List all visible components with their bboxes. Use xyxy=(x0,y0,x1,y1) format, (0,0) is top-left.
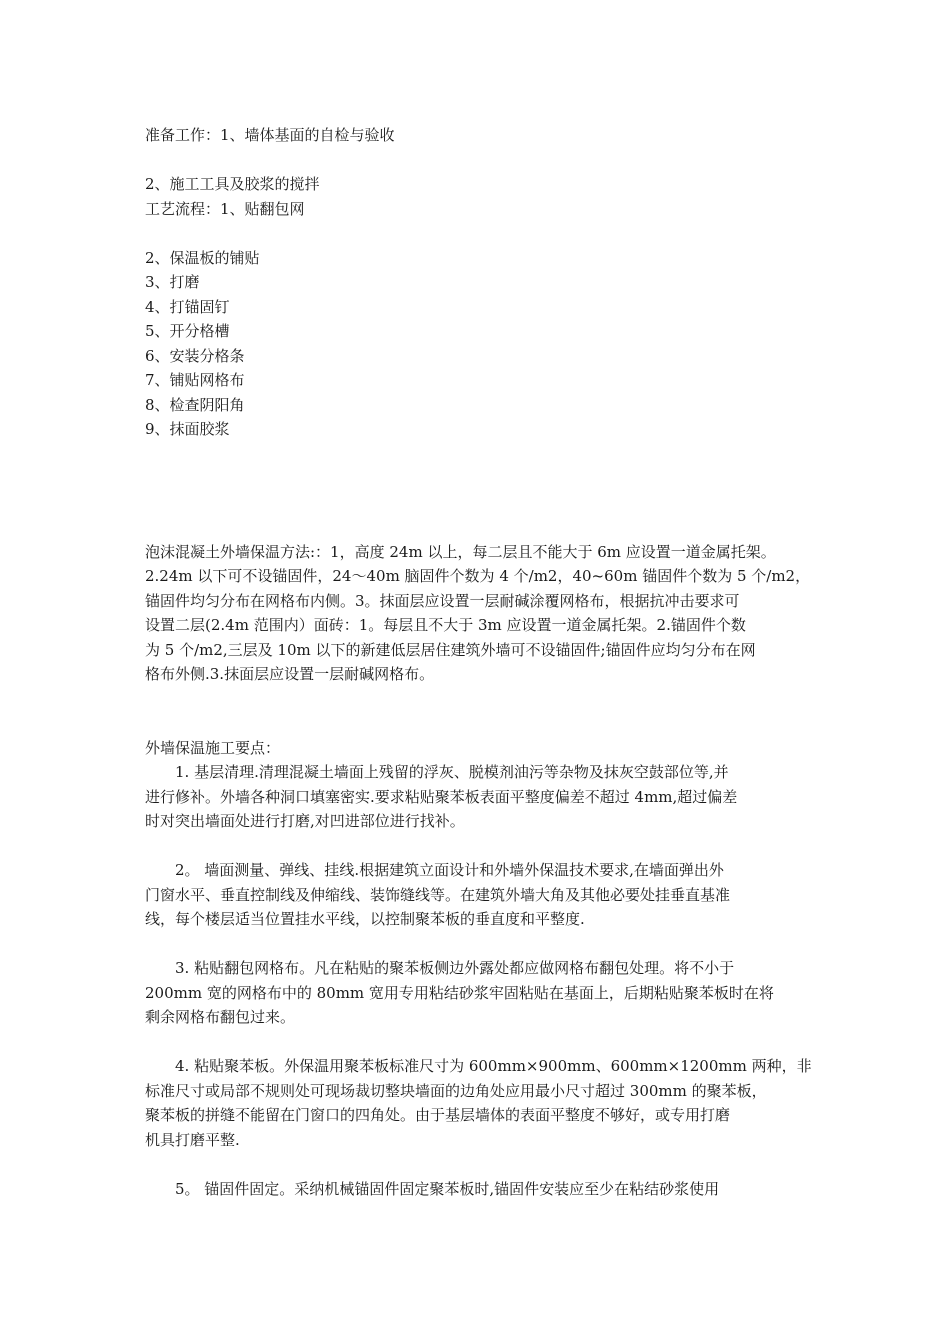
point-item xyxy=(145,956,810,1030)
paragraph-line: 为 5 个/m2,三层及 10m 以下的新建低层居住建筑外墙可不设锚固件;锚固件应均匀分布在网 xyxy=(145,640,756,659)
process-step: 3、打磨 xyxy=(145,273,200,291)
process-step: 8、检查阴阳角 xyxy=(145,395,245,414)
paragraph-line: 机具打磨平整. xyxy=(145,1130,240,1149)
paragraph-line: 4. 粘贴聚苯板。外保温用聚苯板标准尺寸为 600mm×900mm、600mm×1200mm 两种，非 xyxy=(175,1057,812,1075)
foam-concrete-paragraph xyxy=(145,540,810,687)
paragraph-line: 1. 基层清理.清理混凝土墙面上残留的浮灰、脱模剂油污等杂物及抹灰空鼓部位等,并 xyxy=(175,763,729,781)
paragraph-line: 时对突出墙面处进行打磨,对凹进部位进行找补。 xyxy=(145,812,465,830)
prep-line-2: 2、施工工具及胶浆的搅拌 xyxy=(145,175,320,193)
paragraph-line: 门窗水平、垂直控制线及伸缩线、装饰缝线等。在建筑外墙大角及其他必要处挂垂直基准 xyxy=(145,885,731,904)
prep-line-1: 准备工作：1、墙体基面的自检与验收 xyxy=(145,126,395,144)
paragraph-line: 设置二层(2.4m 范围内）面砖：1。每层且不大于 3m 应设置一道金属托架。2.锚固件个数 xyxy=(145,616,746,634)
blank-line xyxy=(145,1030,810,1055)
blank-line xyxy=(145,148,810,173)
paragraph-line: 5。 锚固件固定。采纳机械锚固件固定聚苯板时,锚固件安装应至少在粘结砂浆使用 xyxy=(175,1179,720,1198)
blank-line xyxy=(145,1152,810,1177)
points-title: 外墙保温施工要点： xyxy=(145,738,281,757)
process-step: 5、开分格槽 xyxy=(145,322,230,340)
process-step: 2、保温板的铺贴 xyxy=(145,248,260,267)
paragraph-line: 2.24m 以下可不设锚固件，24～40m 脑固件个数为 4 个/m2，40~60m 锚固件个数为 5 个/m2， xyxy=(145,567,811,585)
paragraph-line: 进行修补。外墙各种洞口填塞密实.要求粘贴聚苯板表面平整度偏差不超过 4mm,超过偏差 xyxy=(145,787,738,806)
paragraph-line: 格布外侧.3.抹面层应设置一层耐碱网格布。 xyxy=(145,665,435,683)
process-step: 6、安装分格条 xyxy=(145,346,245,365)
blank-line xyxy=(145,834,810,859)
paragraph-line: 锚固件均匀分布在网格布内侧。3。抹面层应设置一层耐碱涂覆网格布，根据抗冲击要求可 xyxy=(145,591,740,610)
point-item xyxy=(145,858,810,932)
paragraph-line: 剩余网格布翻包过来。 xyxy=(145,1008,296,1026)
point-item xyxy=(145,760,810,834)
paragraph-line: 线，每个楼层适当位置挂水平线，以控制聚苯板的垂直度和平整度. xyxy=(145,910,585,928)
process-title: 工艺流程：1、贴翻包网 xyxy=(145,199,305,218)
blank-line xyxy=(145,932,810,957)
process-steps xyxy=(145,246,810,442)
paragraph-line: 泡沫混凝土外墙保温方法:：1，高度 24m 以上，每二层且不能大于 6m 应设置一道金属托架。 xyxy=(145,542,776,561)
section-spacer xyxy=(145,442,810,540)
blank-line xyxy=(145,221,810,246)
paragraph-line: 3. 粘贴翻包网格布。凡在粘贴的聚苯板侧边外露处都应做网格布翻包处理。将不小于 xyxy=(175,959,735,977)
point-item xyxy=(145,1054,810,1152)
process-step: 7、铺贴网格布 xyxy=(145,371,245,389)
paragraph-line: 200mm 宽的网格布中的 80mm 宽用专用粘结砂浆牢固粘贴在基面上，后期粘贴聚苯板时在将 xyxy=(145,983,774,1002)
process-step: 4、打锚固钉 xyxy=(145,297,230,316)
section-spacer xyxy=(145,687,810,736)
point-item xyxy=(145,1177,810,1202)
paragraph-line: 2。 墙面测量、弹线、挂线.根据建筑立面设计和外墙外保温技术要求,在墙面弹出外 xyxy=(175,861,724,879)
document-page xyxy=(145,123,810,1201)
process-step: 9、抹面胶浆 xyxy=(145,420,230,438)
paragraph-line: 标准尺寸或局部不规则处可现场裁切整块墙面的边角处应用最小尺寸超过 300mm 的聚苯板， xyxy=(145,1081,767,1100)
paragraph-line: 聚苯板的拼缝不能留在门窗口的四角处。由于基层墙体的表面平整度不够好，或专用打磨 xyxy=(145,1106,731,1124)
